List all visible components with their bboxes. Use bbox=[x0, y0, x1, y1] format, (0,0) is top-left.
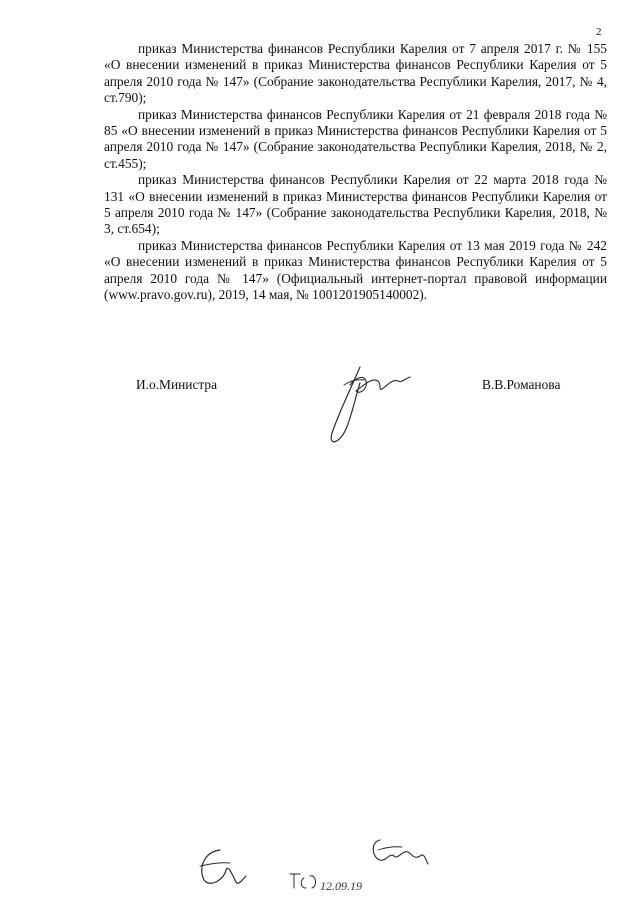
paragraph-order-2018-feb: приказ Министерства финансов Республики Карелия от 21 февраля 2018 года № 85 «О внесении изменений в приказ Министерства финансов Республики Карелия от 5 апреля 2010 года № 147» (Собрание законодательства Республики Карелия, 2018, № 2, ст.455); bbox=[104, 106, 607, 171]
page-number: 2 bbox=[596, 26, 602, 38]
paragraph-order-2018-mar: приказ Министерства финансов Республики Карелия от 22 марта 2018 года № 131 «О внесении изменений в приказ Министерства финансов Республики Карелия от 5 апреля 2010 года № 147» (Собрание законодательства Республики Карелия, 2018, № 3, ст.654); bbox=[104, 172, 607, 237]
paragraph-order-2019: приказ Министерства финансов Республики Карелия от 13 мая 2019 года № 242 «О внесении изменений в приказ Министерства финансов Республики Карелия от 5 апреля 2010 года № 147» (Официальный интернет-портал правовой информации (www.pravo.gov.ru), 2019, 14 мая, № 1001201905140002). bbox=[104, 237, 607, 303]
signature-block bbox=[0, 377, 640, 467]
document-body bbox=[104, 41, 607, 304]
handwritten-date: 12.09.19 bbox=[320, 879, 362, 893]
approval-initials bbox=[180, 830, 440, 905]
paragraph-order-2017: приказ Министерства финансов Республики Карелия от 7 апреля 2017 г. № 155 «О внесении изменений в приказ Министерства финансов Республики Карелия от 5 апреля 2010 года № 147» (Собрание законодательства Республики Карелия, 2017, № 4, ст.790); bbox=[104, 41, 607, 106]
signatory-name: В.В.Романова bbox=[482, 377, 561, 392]
handwritten-signature bbox=[320, 355, 420, 460]
signatory-title: И.о.Министра bbox=[136, 377, 218, 392]
